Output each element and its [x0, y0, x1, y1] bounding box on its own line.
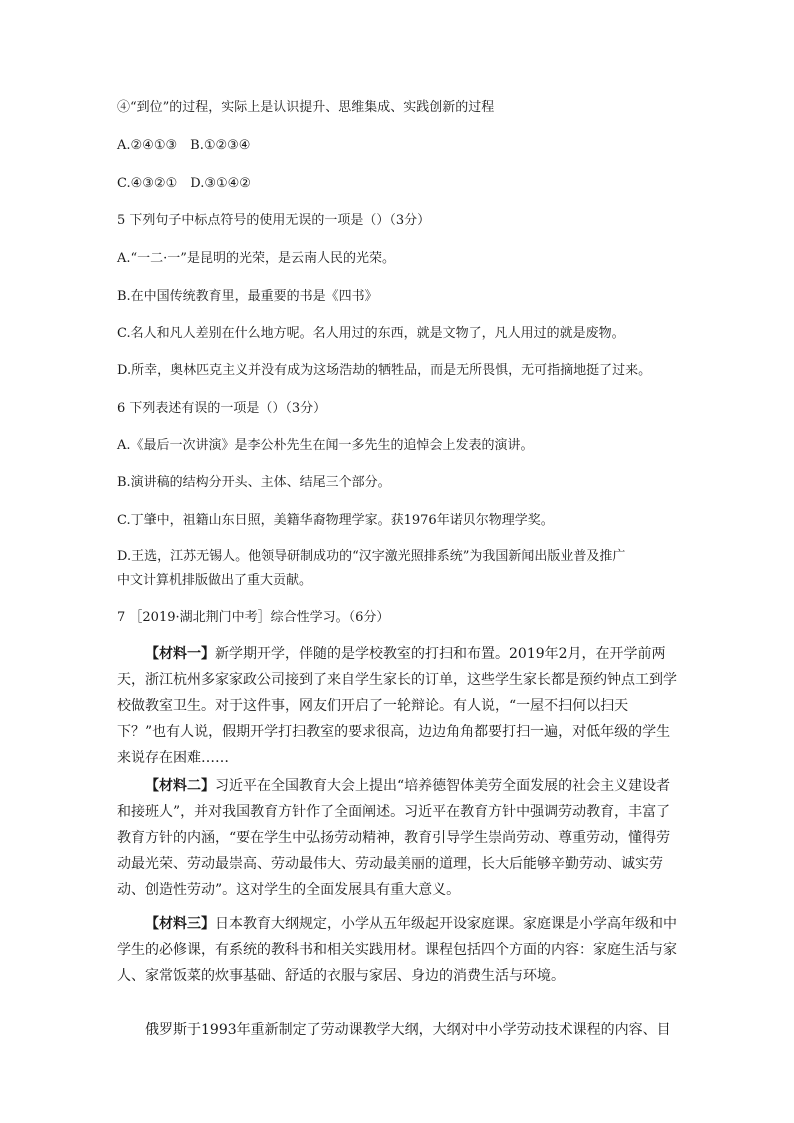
q6-option-b: B.演讲稿的结构分开头、主体、结尾三个部分。 [117, 475, 391, 490]
material-1-label: 【材料一】 [145, 646, 215, 662]
q5-option-a: A.“一二·一”是昆明的光荣，是云南人民的光荣。 [117, 251, 395, 266]
material-3-text: 日本教育大纲规定，小学从五年级起开设家庭课。家庭课是小学高年级和中学生的必修课，有系统的教科书和相关实践用材。课程包括四个方面的内容：家庭生活与家人、家常饭菜的炊事基础、舒适的衣服与家居、身边的消费生活与环境。 [117, 916, 677, 984]
q6-option-d-line2: 中文计算机排版做出了重大贡献。 [117, 573, 313, 588]
material-2 [117, 773, 677, 903]
q6-option-c: C.丁肇中，祖籍山东日照，美籍华裔物理学家。获1976年诺贝尔物理学奖。 [117, 513, 554, 528]
q4-options-cd: C.④③②① D.③①④② [117, 176, 251, 191]
q6-option-a: A.《最后一次讲演》是李公朴先生在闻一多先生的追悼会上发表的演讲。 [117, 438, 534, 453]
q6-option-d-line1: D.王选，江苏无锡人。他领导研制成功的“汉字激光照排系统”为我国新闻出版业普及推广 [117, 549, 626, 564]
q4-item-4: ④“到位”的过程，实际上是认识提升、思维集成、实践创新的过程 [117, 100, 495, 115]
material-1 [117, 641, 677, 771]
material-1-text: 新学期开学，伴随的是学校教室的打扫和布置。2019年2月，在开学前两天，浙江杭州多家家政公司接到了来自学生家长的订单，这些学生家长都是预约钟点工到学校做教室卫生。对于这件事，网友们开启了一轮辩论。有人说，“一屋不扫何以扫天下？”也有人说，假期开学打扫教室的要求很高，边边角角都要打扫一遍，对低年级的学生来说存在困难…… [117, 646, 677, 766]
q6-stem: 6 下列表述有误的一项是（）（3分） [117, 401, 327, 416]
q4-options-ab: A.②④①③ B.①②③④ [117, 138, 251, 153]
material-3 [117, 911, 677, 989]
material-3-label: 【材料三】 [145, 916, 215, 932]
material-2-label: 【材料二】 [145, 778, 215, 794]
q5-option-b: B.在中国传统教育里，最重要的书是《四书》 [117, 289, 378, 304]
material-3b-text: 俄罗斯于1993年重新制定了劳动课教学大纲，大纲对中小学劳动技术课程的内容、目 [145, 1022, 671, 1038]
material-3-continuation [117, 1017, 677, 1043]
q7-stem: 7 ［2019·湖北荆门中考］综合性学习。（6分） [117, 610, 390, 625]
q5-option-c: C.名人和凡人差别在什么地方呢。名人用过的东西，就是文物了，凡人用过的就是废物。 [117, 326, 625, 341]
q5-stem: 5 下列句子中标点符号的使用无误的一项是（）（3分） [117, 213, 431, 228]
q5-option-d: D.所幸，奥林匹克主义并没有成为这场浩劫的牺牲品，而是无所畏惧，无可指摘地挺了过来。 [117, 363, 652, 378]
material-2-text: 习近平在全国教育大会上提出“培养德智体美劳全面发展的社会主义建设者和接班人”，并对我国教育方针作了全面阐述。习近平在教育方针中强调劳动教育，丰富了教育方针的内涵，“要在学生中弘扬劳动精神，教育引导学生崇尚劳动、尊重劳动，懂得劳动最光荣、劳动最崇高、劳动最伟大、劳动最美丽的道理，长大后能够辛勤劳动、诚实劳动、创造性劳动”。这对学生的全面发展具有重大意义。 [117, 778, 671, 898]
